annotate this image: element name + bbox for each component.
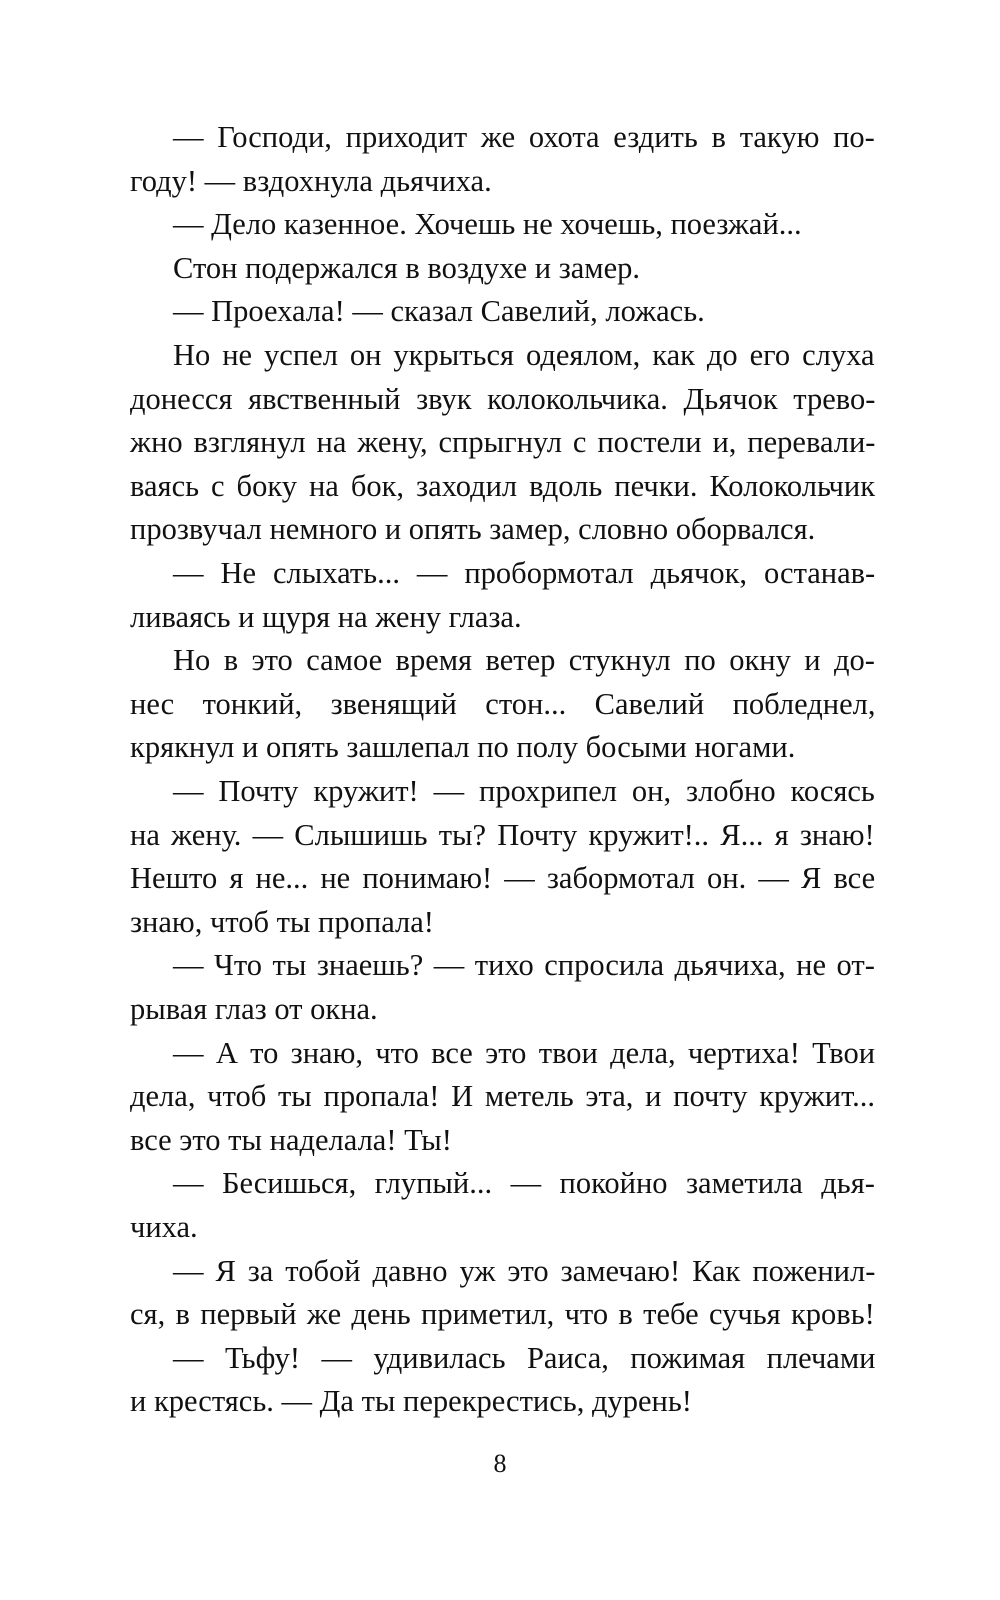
text-line: дела, чтоб ты пропала! И метель эта, и почту кружит... bbox=[130, 1079, 876, 1114]
text-line: — Я за тобой давно уж это замечаю! Как поженил- bbox=[173, 1253, 876, 1288]
text-line: рывая глаз от окна. bbox=[130, 992, 378, 1026]
text-line: и крестясь. — Да ты перекрестись, дурень! bbox=[130, 1384, 692, 1419]
text-line: — Что ты знаешь? — тихо спросила дьячиха, не от- bbox=[173, 948, 875, 983]
text-line: — Господи, приходит же охота ездить в такую по- bbox=[173, 120, 875, 154]
text-line: Стон подержался в воздухе и замер. bbox=[173, 250, 640, 285]
text-line: — Бесишься, глупый... — покойно заметила дья- bbox=[173, 1166, 875, 1201]
text-line: все это ты наделала! Ты! bbox=[130, 1122, 452, 1157]
text-line: прозвучал немного и опять замер, словно оборвался. bbox=[130, 512, 816, 547]
text-line: — Дело казенное. Хочешь не хочешь, поезжай... bbox=[173, 207, 802, 242]
page-number: 8 bbox=[493, 1449, 507, 1478]
text-line: ся, в первый же день приметил, что в тебе сучья кровь! bbox=[130, 1297, 875, 1332]
text-line: чиха. bbox=[130, 1210, 198, 1244]
text-line: донесся явственный звук колокольчика. Дьячок трево- bbox=[130, 381, 876, 416]
text-line: — Почту кружит! — прохрипел он, злобно косясь bbox=[173, 774, 875, 808]
text-line: ваясь с боку на бок, заходил вдоль печки. Колокольчик bbox=[130, 468, 876, 503]
text-line: ливаясь и щуря на жену глаза. bbox=[130, 599, 522, 634]
text-line: нес тонкий, звенящий стон... Савелий побледнел, bbox=[130, 686, 876, 721]
text-line: — Не слыхать... — пробормотал дьячок, останав- bbox=[173, 556, 876, 590]
text-line: Нешто я не... не понимаю! — забормотал он. — Я все bbox=[130, 861, 876, 896]
text-line: году! — вздохнула дьячиха. bbox=[130, 163, 492, 198]
text-line: Но не успел он укрыться одеялом, как до его слуха bbox=[173, 338, 875, 372]
text-line: жно взглянул на жену, спрыгнул с постели и, перевали- bbox=[130, 425, 876, 460]
text-line: крякнул и опять зашлепал по полу босыми ногами. bbox=[130, 730, 796, 765]
text-line: Но в это самое время ветер стукнул по окну и до- bbox=[173, 643, 875, 678]
text-line: — Проехала! — сказал Савелий, ложась. bbox=[173, 294, 705, 329]
text-line: — А то знаю, что все это твои дела, чертиха! Твои bbox=[173, 1035, 876, 1070]
text-line: знаю, чтоб ты пропала! bbox=[130, 904, 434, 939]
text-line: на жену. — Слышишь ты? Почту кружит!.. Я... я знаю! bbox=[130, 817, 875, 852]
text-line: — Тьфу! — удивилась Раиса, пожимая плечами bbox=[173, 1340, 876, 1375]
